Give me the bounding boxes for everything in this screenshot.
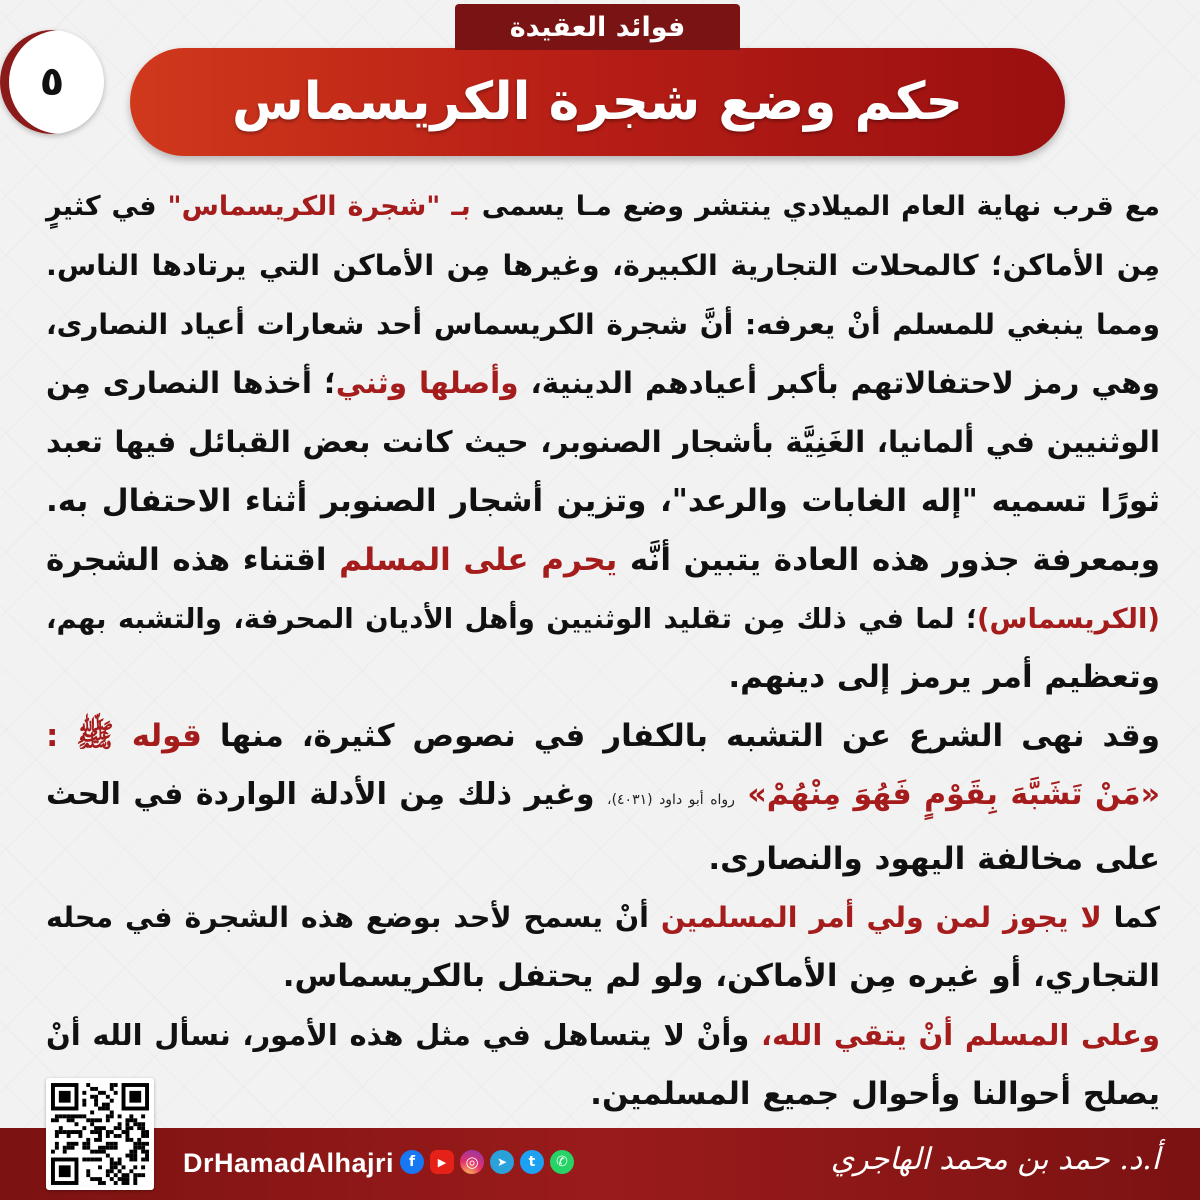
highlighted-text: بـ "شجرة الكريسماس" xyxy=(167,191,471,222)
qr-module xyxy=(133,1165,137,1169)
qr-module xyxy=(90,1158,94,1162)
qr-module xyxy=(102,1107,106,1111)
body-text: مع قرب نهاية العام الميلادي ينتشر وضع مـا يسمى xyxy=(470,191,1160,222)
qr-module xyxy=(114,1126,118,1130)
qr-module xyxy=(86,1083,90,1087)
qr-module xyxy=(102,1091,106,1095)
qr-module xyxy=(106,1134,110,1138)
qr-module xyxy=(86,1158,90,1162)
qr-module xyxy=(55,1130,59,1134)
qr-module xyxy=(129,1118,133,1122)
qr-module xyxy=(67,1142,71,1146)
qr-module xyxy=(86,1169,90,1173)
qr-module xyxy=(71,1146,75,1150)
qr-module xyxy=(114,1181,118,1185)
qr-module xyxy=(122,1130,126,1134)
qr-module xyxy=(110,1165,114,1169)
qr-module xyxy=(106,1154,110,1158)
qr-module xyxy=(63,1146,67,1150)
qr-module xyxy=(129,1150,133,1154)
qr-module xyxy=(71,1118,75,1122)
qr-module xyxy=(141,1158,145,1162)
qr-module xyxy=(90,1087,94,1091)
qr-module xyxy=(106,1169,110,1173)
qr-module xyxy=(114,1083,118,1087)
highlighted-text: «مَنْ تَشَبَّهَ بِقَوْمٍ فَهُوَ مِنْهُمْ» xyxy=(734,776,1160,812)
qr-module xyxy=(129,1169,133,1173)
highlighted-text: لا يجوز لمن ولي أمر المسلمين xyxy=(660,900,1102,934)
qr-module xyxy=(129,1138,133,1142)
qr-module xyxy=(129,1091,141,1103)
qr-module xyxy=(137,1146,141,1150)
qr-module xyxy=(75,1142,79,1146)
qr-module xyxy=(98,1126,102,1130)
footer-bar xyxy=(0,1128,1200,1200)
body-text: وتعظيم أمر يرمز إلى دينهم. xyxy=(728,659,1160,696)
qr-module xyxy=(86,1142,90,1146)
qr-module xyxy=(90,1122,94,1126)
qr-module xyxy=(78,1134,82,1138)
qr-module xyxy=(98,1158,102,1162)
qr-module xyxy=(106,1103,110,1107)
qr-module xyxy=(102,1150,106,1154)
text-line xyxy=(46,296,1160,355)
category-tag xyxy=(455,4,740,50)
qr-module xyxy=(110,1083,114,1087)
text-line xyxy=(46,648,1160,707)
qr-module xyxy=(110,1099,114,1103)
qr-module xyxy=(122,1177,126,1181)
qr-module xyxy=(110,1114,114,1118)
qr-module xyxy=(98,1091,102,1095)
body-text: في كثيرٍ xyxy=(46,191,168,222)
qr-module xyxy=(94,1099,98,1103)
qr-module xyxy=(82,1099,86,1103)
qr-module xyxy=(125,1122,129,1126)
qr-module xyxy=(133,1142,137,1146)
qr-module xyxy=(82,1114,86,1118)
qr-module xyxy=(118,1134,122,1138)
qr-module xyxy=(75,1130,79,1134)
qr-module xyxy=(106,1107,110,1111)
category-label: فوائد العقيدة xyxy=(509,11,686,43)
citation-text: رواه أبو داود (٤٠٣١)، xyxy=(607,791,735,808)
body-text: على مخالفة اليهود والنصارى. xyxy=(708,840,1160,877)
qr-module xyxy=(125,1154,129,1158)
highlighted-text: وعلى المسلم أنْ يتقي الله، xyxy=(760,1018,1160,1053)
qr-module xyxy=(59,1114,63,1118)
text-line xyxy=(46,590,1160,649)
twitter-icon[interactable]: t xyxy=(520,1150,544,1174)
whatsapp-icon[interactable]: ✆ xyxy=(550,1150,574,1174)
qr-module xyxy=(98,1138,102,1142)
qr-module xyxy=(118,1161,122,1165)
text-line xyxy=(46,947,1160,1006)
qr-module xyxy=(59,1165,71,1177)
qr-module xyxy=(106,1095,110,1099)
social-icons xyxy=(400,1150,574,1174)
qr-module xyxy=(122,1181,126,1185)
qr-module xyxy=(114,1161,118,1165)
qr-module xyxy=(133,1177,137,1181)
qr-module xyxy=(55,1118,59,1122)
qr-module xyxy=(55,1114,59,1118)
qr-module xyxy=(67,1134,71,1138)
body-text: وأنْ لا يتساهل في مثل هذه الأمور، نسأل الله أنْ xyxy=(46,1018,761,1053)
qr-module xyxy=(129,1154,133,1158)
qr-module xyxy=(71,1142,75,1146)
qr-module xyxy=(98,1134,102,1138)
qr-module xyxy=(118,1114,122,1118)
qr-module xyxy=(133,1181,137,1185)
qr-module xyxy=(114,1091,118,1095)
qr-module xyxy=(59,1130,63,1134)
qr-module xyxy=(141,1134,145,1138)
qr-module xyxy=(51,1150,55,1154)
qr-module xyxy=(55,1134,59,1138)
youtube-icon[interactable]: ▶ xyxy=(430,1150,454,1174)
qr-module xyxy=(59,1126,63,1130)
qr-module xyxy=(141,1173,145,1177)
qr-module xyxy=(94,1087,98,1091)
qr-module xyxy=(122,1165,126,1169)
qr-module xyxy=(145,1134,149,1138)
card-number-badge xyxy=(0,30,104,134)
body-text: وبمعرفة جذور هذه العادة يتبين أنَّه xyxy=(617,541,1160,578)
qr-module xyxy=(141,1150,145,1154)
body-text: وغير ذلك مِن الأدلة الواردة في الحث xyxy=(46,776,608,812)
body-text: التجاري، أو غيره مِن الأماكن، ولو لم يحتفل بالكريسماس. xyxy=(282,958,1160,995)
body-text: ؛ لما في ذلك مِن تقليد الوثنيين وأهل الأديان المحرفة، والتشبه بهم، xyxy=(46,602,977,635)
qr-module xyxy=(94,1118,98,1122)
qr-module xyxy=(141,1142,145,1146)
qr-module xyxy=(98,1177,102,1181)
qr-module xyxy=(114,1165,118,1169)
qr-module xyxy=(110,1169,114,1173)
page-title: حكم وضع شجرة الكريسماس xyxy=(231,72,964,132)
qr-module xyxy=(82,1126,86,1130)
qr-module xyxy=(98,1181,102,1185)
qr-module xyxy=(102,1146,106,1150)
qr-module xyxy=(82,1146,86,1150)
qr-module xyxy=(78,1130,82,1134)
qr-module xyxy=(75,1122,79,1126)
qr-module xyxy=(67,1118,71,1122)
body-text: ؛ أخذها النصارى مِن xyxy=(46,366,336,401)
qr-module xyxy=(90,1095,94,1099)
qr-module xyxy=(137,1138,141,1142)
qr-module xyxy=(55,1146,59,1150)
card-number: ٥ xyxy=(39,59,65,105)
text-line xyxy=(46,766,1160,830)
qr-module xyxy=(141,1122,145,1126)
text-line xyxy=(46,1065,1160,1124)
qr-module xyxy=(122,1173,126,1177)
qr-module xyxy=(51,1118,55,1122)
qr-module xyxy=(129,1126,133,1130)
body-text: وهي رمز لاحتفالاتهم بأكبر أعيادهم الدينية، xyxy=(518,366,1160,401)
article-body xyxy=(46,178,1160,1124)
qr-module xyxy=(141,1126,145,1130)
highlighted-text: قوله ﷺ : xyxy=(46,718,202,755)
qr-module xyxy=(55,1142,59,1146)
telegram-icon[interactable]: ➤ xyxy=(490,1150,514,1174)
qr-module xyxy=(78,1114,82,1118)
qr-module xyxy=(114,1142,118,1146)
qr-module xyxy=(114,1173,118,1177)
highlighted-text: (الكريسماس) xyxy=(976,602,1160,635)
qr-module xyxy=(82,1103,86,1107)
qr-module xyxy=(110,1177,114,1181)
text-line xyxy=(46,531,1160,590)
qr-module xyxy=(125,1134,129,1138)
qr-module xyxy=(98,1118,102,1122)
qr-module xyxy=(110,1142,114,1146)
instagram-icon[interactable]: ◎ xyxy=(460,1150,484,1174)
qr-module xyxy=(98,1146,102,1150)
qr-module xyxy=(102,1181,106,1185)
qr-module xyxy=(90,1130,94,1134)
qr-module xyxy=(133,1150,137,1154)
text-line xyxy=(46,472,1160,531)
qr-module xyxy=(137,1142,141,1146)
qr-module xyxy=(129,1158,133,1162)
qr-module xyxy=(145,1130,149,1134)
qr-module xyxy=(125,1138,129,1142)
qr-module xyxy=(94,1126,98,1130)
facebook-icon[interactable]: f xyxy=(400,1150,424,1174)
qr-module xyxy=(102,1103,106,1107)
body-text: مِن الأماكن؛ كالمحلات التجارية الكبيرة، وغيرها مِن الأماكن التي يرتادها الناس. xyxy=(46,248,1160,282)
qr-module xyxy=(94,1158,98,1162)
qr-module xyxy=(67,1114,71,1118)
qr-module xyxy=(125,1118,129,1122)
qr-module xyxy=(63,1114,67,1118)
qr-module xyxy=(110,1146,114,1150)
qr-module xyxy=(94,1138,98,1142)
qr-module xyxy=(86,1118,90,1122)
qr-module xyxy=(71,1114,75,1118)
qr-module xyxy=(59,1091,71,1103)
qr-module xyxy=(125,1181,129,1185)
qr-module xyxy=(98,1150,102,1154)
qr-module xyxy=(102,1126,106,1130)
qr-module xyxy=(125,1173,129,1177)
qr-module xyxy=(110,1158,114,1162)
qr-module xyxy=(90,1150,94,1154)
qr-module xyxy=(106,1142,110,1146)
qr-module xyxy=(145,1154,149,1158)
qr-module xyxy=(94,1103,98,1107)
qr-module xyxy=(133,1158,137,1162)
qr-module xyxy=(133,1154,137,1158)
qr-module xyxy=(106,1173,110,1177)
qr-module xyxy=(141,1114,145,1118)
qr-module xyxy=(118,1169,122,1173)
qr-module xyxy=(82,1158,86,1162)
qr-module xyxy=(141,1146,145,1150)
highlighted-text: وأصلها وثني xyxy=(335,366,519,401)
qr-module xyxy=(114,1146,118,1150)
qr-module xyxy=(106,1130,110,1134)
qr-module xyxy=(145,1142,149,1146)
qr-module xyxy=(67,1130,71,1134)
qr-module xyxy=(118,1158,122,1162)
text-line xyxy=(46,178,1160,237)
body-text: أنْ يسمح لأحد بوضع هذه الشجرة في محله xyxy=(46,900,661,934)
qr-module xyxy=(129,1114,133,1118)
qr-module xyxy=(145,1150,149,1154)
qr-code[interactable] xyxy=(46,1078,154,1190)
text-line xyxy=(46,237,1160,296)
qr-module xyxy=(125,1126,129,1130)
author-signature: أ.د. حمد بن محمد الهاجري xyxy=(830,1142,1160,1177)
qr-module xyxy=(90,1110,94,1114)
qr-module xyxy=(106,1114,110,1118)
qr-module xyxy=(125,1177,129,1181)
qr-module xyxy=(86,1173,90,1177)
qr-module xyxy=(75,1114,79,1118)
qr-module xyxy=(118,1177,122,1181)
qr-module xyxy=(67,1146,71,1150)
text-line xyxy=(46,1006,1160,1065)
qr-module xyxy=(118,1126,122,1130)
qr-module xyxy=(94,1130,98,1134)
qr-module xyxy=(145,1158,149,1162)
qr-module xyxy=(63,1130,67,1134)
qr-module xyxy=(141,1165,145,1169)
qr-module xyxy=(98,1130,102,1134)
qr-module xyxy=(137,1173,141,1177)
social-handle[interactable]: DrHamadAlhajri xyxy=(183,1148,395,1178)
qr-module xyxy=(71,1130,75,1134)
body-text: ثورًا تسميه "إله الغابات والرعد"، وتزين أشجار الصنوبر أثناء الاحتفال به. xyxy=(46,482,1160,519)
text-line xyxy=(46,707,1160,766)
text-line xyxy=(46,354,1160,413)
qr-module xyxy=(125,1130,129,1134)
body-text: يصلح أحوالنا وأحوال جميع المسلمين. xyxy=(590,1075,1160,1112)
body-text: ومما ينبغي للمسلم أنْ يعرفه: أنَّ شجرة الكريسماس أحد شعارات أعياد النصارى، xyxy=(46,307,1160,341)
qr-code-graphic xyxy=(51,1083,149,1185)
highlighted-text: يحرم على المسلم xyxy=(339,541,618,578)
qr-module xyxy=(90,1118,94,1122)
qr-module xyxy=(86,1138,90,1142)
qr-module xyxy=(110,1130,114,1134)
text-line xyxy=(46,413,1160,472)
qr-module xyxy=(82,1142,86,1146)
qr-module xyxy=(110,1161,114,1165)
qr-module xyxy=(106,1146,110,1150)
qr-module xyxy=(114,1134,118,1138)
body-text: كما xyxy=(1101,900,1160,934)
qr-module xyxy=(137,1122,141,1126)
qr-module xyxy=(98,1165,102,1169)
qr-module xyxy=(110,1110,114,1114)
qr-module xyxy=(141,1130,145,1134)
title-banner xyxy=(130,48,1065,156)
qr-module xyxy=(106,1118,110,1122)
text-line xyxy=(46,830,1160,889)
qr-module xyxy=(94,1150,98,1154)
body-text: وقد نهى الشرع عن التشبه بالكفار في نصوص كثيرة، منها xyxy=(201,718,1160,755)
qr-module xyxy=(133,1173,137,1177)
qr-module xyxy=(94,1177,98,1181)
qr-module xyxy=(90,1177,94,1181)
qr-module xyxy=(133,1122,137,1126)
qr-module xyxy=(63,1150,67,1154)
qr-module xyxy=(110,1087,114,1091)
qr-module xyxy=(133,1118,137,1122)
qr-module xyxy=(94,1095,98,1099)
qr-module xyxy=(82,1091,86,1095)
qr-module xyxy=(118,1122,122,1126)
body-text: الوثنيين في ألمانيا، الغَنِيَّة بأشجار الصنوبر، حيث كانت بعض القبائل فيها تعبد xyxy=(46,425,1160,460)
qr-module xyxy=(137,1126,141,1130)
qr-module xyxy=(133,1146,137,1150)
text-line xyxy=(46,889,1160,948)
qr-module xyxy=(86,1146,90,1150)
qr-module xyxy=(98,1107,102,1111)
body-text: اقتناء هذه الشجرة xyxy=(46,541,340,578)
